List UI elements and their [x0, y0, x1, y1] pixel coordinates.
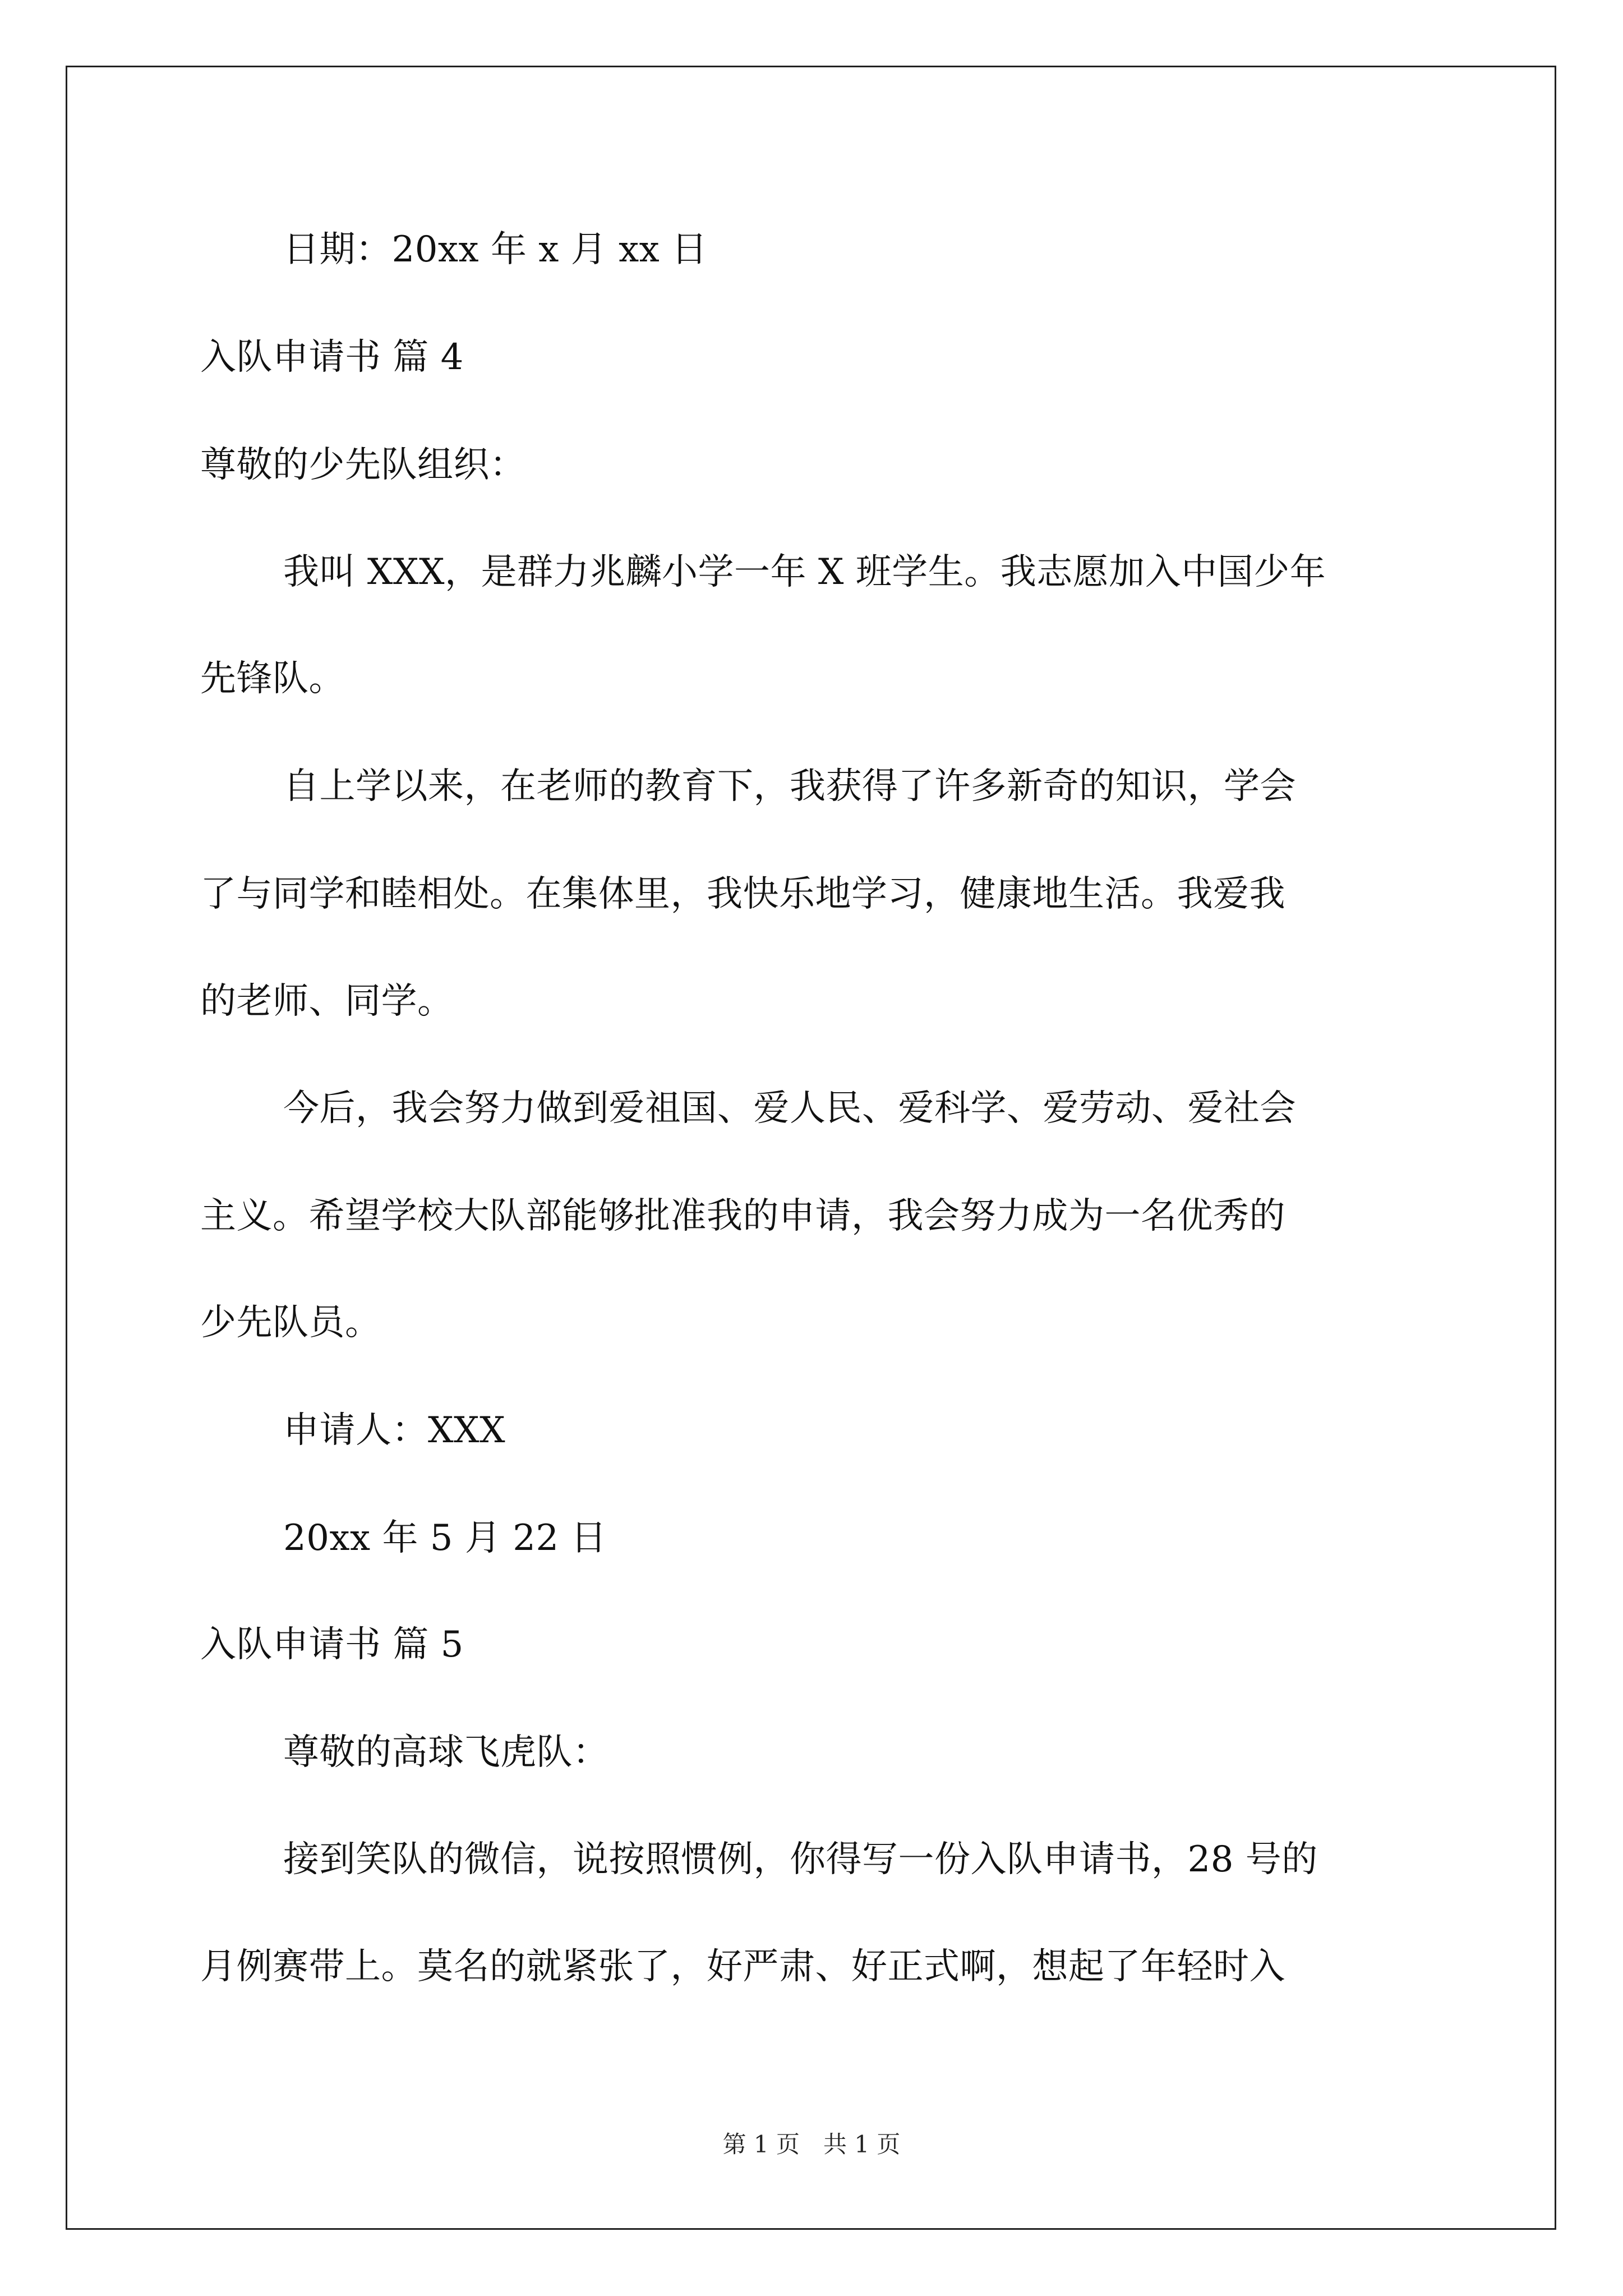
paragraph-line: 少先队员。: [200, 1302, 381, 1343]
applicant-line: 申请人：XXX: [283, 1410, 506, 1451]
paragraph-line: 主义。希望学校大队部能够批准我的申请，我会努力成为一名优秀的: [200, 1195, 1285, 1237]
salutation-5: 尊敬的高球飞虎队：: [283, 1732, 609, 1773]
paragraph-line: 的老师、同学。: [200, 981, 454, 1022]
paragraph-line: 月例赛带上。莫名的就紧张了，好严肃、好正式啊，想起了年轻时入: [200, 1946, 1285, 1987]
paragraph-line: 接到笑队的微信，说按照惯例，你得写一份入队申请书，28 号的: [283, 1839, 1318, 1880]
paragraph-line: 我叫 XXX，是群力兆麟小学一年 X 班学生。我志愿加入中国少年: [283, 551, 1326, 593]
paragraph-line: 今后，我会努力做到爱祖国、爱人民、爱科学、爱劳动、爱社会: [283, 1088, 1296, 1129]
page-footer: 第 1 页 共 1 页: [722, 2131, 901, 2158]
paragraph-line: 自上学以来，在老师的教育下，我获得了许多新奇的知识，学会: [283, 766, 1296, 807]
section-heading-5: 入队申请书 篇 5: [200, 1624, 464, 1665]
section-heading-4: 入队申请书 篇 4: [200, 337, 464, 378]
paragraph-line: 先锋队。: [200, 658, 345, 700]
salutation-4: 尊敬的少先队组织：: [200, 444, 526, 486]
signature-date-line: 20xx 年 5 月 22 日: [283, 1517, 607, 1559]
date-line: 日期：20xx 年 x 月 xx 日: [283, 229, 708, 270]
page-border: [66, 66, 1556, 2230]
paragraph-line: 了与同学和睦相处。在集体里，我快乐地学习，健康地生活。我爱我: [200, 873, 1285, 915]
